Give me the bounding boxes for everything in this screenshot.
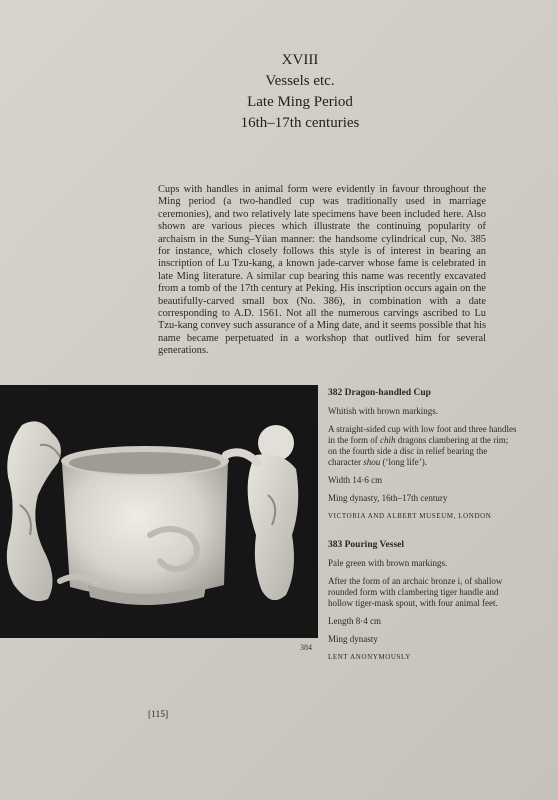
jade-cup-photograph — [0, 385, 318, 638]
plate-number: 384 — [300, 643, 312, 652]
caption-383-lender: LENT ANONYMOUSLY — [328, 653, 411, 661]
caption-383 — [328, 540, 518, 663]
captions-column — [328, 388, 518, 681]
section-header — [200, 50, 400, 134]
caption-382-title: 382 Dragon-handled Cup — [328, 388, 431, 398]
caption-383-description: After the form of an archaic bronze i, of shallow rounded form with clambering tiger handle and hollow tiger-mask spout, with four animal feet. — [328, 576, 503, 608]
caption-382-material: Whitish with brown markings. — [328, 406, 438, 416]
caption-382-dynasty: Ming dynasty, 16th–17th century — [328, 493, 448, 503]
caption-383-length: Length 8·4 cm — [328, 616, 381, 626]
caption-382-lender: VICTORIA AND ALBERT MUSEUM, LONDON — [328, 512, 492, 520]
section-title: Vessels etc. — [265, 73, 335, 89]
section-number: XVIII — [281, 52, 319, 68]
cup-illustration — [0, 385, 318, 638]
caption-382 — [328, 388, 518, 522]
intro-paragraph: Cups with handles in animal form were evidently in favour throughout the Ming period (a two-handled cup was traditionally used in marriage ceremonies), and two relatively late specimens have been included here. Also shown are various pieces which illustrate the continuing popularity of archaism in the Sung–Yüan manner: the handsome cylindrical cup, No. 385 for instance, which closely follows this style is of interest in bearing an inscription of Lu Tzu-kang, a known jade-carver whose fame is celebrated in late Ming literature. A similar cup bearing this name was recently excavated from a tomb of the 17th century at Peking. His inscription occurs again on the beautifully-carved small box (No. 386), in combination with a date corresponding to A.D. 1561. Not all the numerous carvings ascribed to Lu Tzu-kang convey such assurance of a Ming date, and it seems possible that his name became perpetuated in a workshop that outlived him for several generations. — [158, 184, 486, 357]
caption-383-material: Pale green with brown markings. — [328, 558, 448, 568]
section-centuries: 16th–17th centuries — [240, 115, 360, 131]
caption-383-title: 383 Pouring Vessel — [328, 540, 405, 550]
section-period: Late Ming Period — [247, 94, 353, 110]
caption-382-description: A straight-sided cup with low foot and three handles in the form of chih dragons clambering at the rim; on the fourth side a disc in relief bearing the character shou (‘long life’). — [328, 424, 517, 467]
caption-383-dynasty: Ming dynasty — [328, 634, 378, 644]
page-number: [115] — [148, 710, 169, 720]
caption-382-width: Width 14·6 cm — [328, 475, 383, 485]
